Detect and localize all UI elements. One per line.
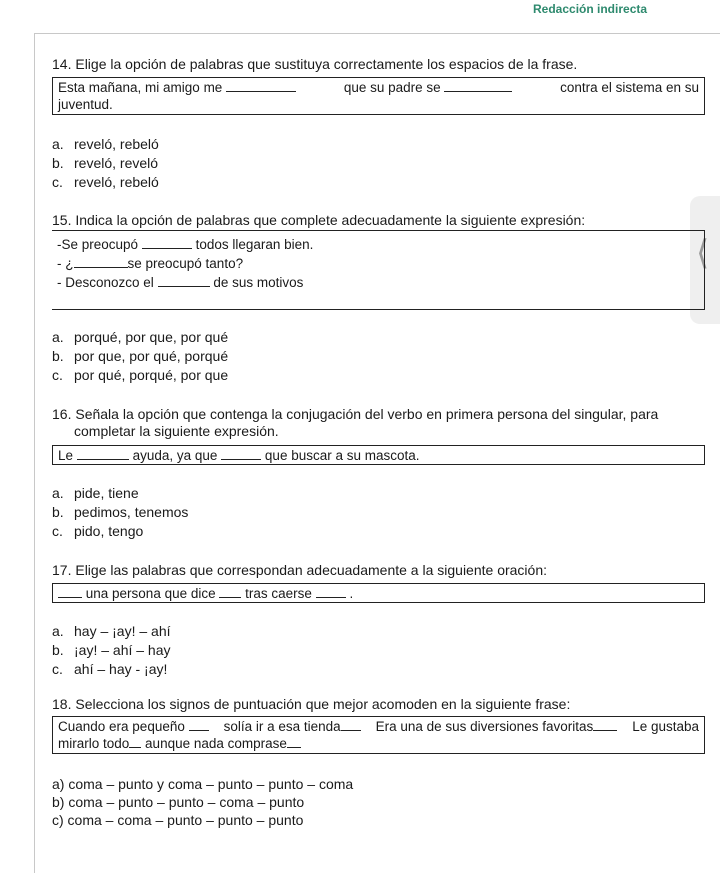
question-14-sentence-box bbox=[52, 77, 705, 115]
blank bbox=[219, 585, 241, 598]
option-a[interactable]: a) coma – punto y coma – punto – punto – coma bbox=[52, 776, 354, 792]
question-15-dialogue: -Se preocupó todos llegaran bien. - ¿ se preocupó tanto? - Desconozco el de sus motivos bbox=[57, 237, 314, 290]
q14-text-b: que su padre se bbox=[343, 80, 441, 95]
question-17-prompt: 17. Elige las palabras que correspondan adecuadamente a la siguiente oración: bbox=[52, 562, 548, 578]
q14-text-a: Esta mañana, mi amigo me bbox=[58, 80, 223, 95]
blank bbox=[74, 255, 128, 268]
blank bbox=[444, 79, 512, 92]
option-c[interactable]: c) coma – coma – punto – punto – punto bbox=[52, 812, 304, 828]
question-16-options bbox=[52, 484, 188, 541]
question-16-sentence-box: Le ayuda, ya que que buscar a su mascota. bbox=[52, 445, 705, 465]
option-b[interactable]: b. pedimos, tenemos bbox=[52, 504, 189, 520]
question-18-options bbox=[52, 775, 353, 829]
question-17-sentence-box: una persona que dice tras caerse . bbox=[52, 583, 705, 603]
blank bbox=[129, 735, 141, 748]
option-a[interactable]: a. porqué, por que, por qué bbox=[52, 329, 229, 345]
question-14-prompt: 14. Elige la opción de palabras que sustituya correctamente los espacios de la frase. bbox=[52, 56, 578, 72]
option-c[interactable]: c. reveló, rebeló bbox=[52, 174, 159, 190]
blank bbox=[221, 447, 261, 460]
header-divider bbox=[34, 33, 720, 34]
blank bbox=[77, 447, 129, 460]
blank bbox=[226, 79, 296, 92]
question-17-options bbox=[52, 622, 171, 679]
blank bbox=[189, 718, 209, 731]
option-c[interactable]: c. pido, tengo bbox=[52, 523, 144, 539]
question-15-options bbox=[52, 328, 228, 385]
blank bbox=[58, 585, 82, 598]
question-15-prompt: 15. Indica la opción de palabras que complete adecuadamente la siguiente expresión: bbox=[52, 212, 586, 228]
option-b[interactable]: b) coma – punto – punto – coma – punto bbox=[52, 794, 305, 810]
blank bbox=[158, 274, 210, 287]
left-margin-rule bbox=[34, 33, 35, 873]
option-a[interactable]: a. hay – ¡ay! – ahí bbox=[52, 623, 171, 639]
option-c[interactable]: c. ahí – hay - ¡ay! bbox=[52, 661, 168, 677]
q14-text-c: contra el sistema en su bbox=[560, 80, 699, 95]
option-c[interactable]: c. por qué, porqué, por que bbox=[52, 367, 229, 383]
option-a[interactable]: a. reveló, rebeló bbox=[52, 136, 159, 152]
blank bbox=[316, 585, 346, 598]
question-18-sentence-box: Cuando era pequeño solía ir a esa tienda Era una de sus diversiones favoritas Le gustaba mirarlo todo aunque nada comprase bbox=[52, 716, 705, 754]
blank bbox=[142, 236, 192, 249]
question-16-prompt: 16. Señala la opción que contenga la conjugación del verbo en primera persona del singular, para completar la siguiente expresión. bbox=[52, 406, 659, 439]
question-18-prompt: 18. Selecciona los signos de puntuación que mejor acomoden en la siguiente frase: bbox=[52, 696, 571, 712]
q14-text-line2: juventud. bbox=[58, 97, 113, 112]
blank bbox=[341, 718, 361, 731]
blank bbox=[287, 735, 301, 748]
option-b[interactable]: b. reveló, reveló bbox=[52, 155, 159, 171]
chevron-left-icon: ⟨ bbox=[696, 233, 710, 273]
option-b[interactable]: b. ¡ay! – ahí – hay bbox=[52, 642, 171, 658]
option-b[interactable]: b. por que, por qué, porqué bbox=[52, 348, 229, 364]
blank bbox=[593, 718, 617, 731]
page-title: Redacción indirecta bbox=[533, 2, 648, 16]
option-a[interactable]: a. pide, tiene bbox=[52, 485, 139, 501]
question-14-options bbox=[52, 135, 159, 192]
